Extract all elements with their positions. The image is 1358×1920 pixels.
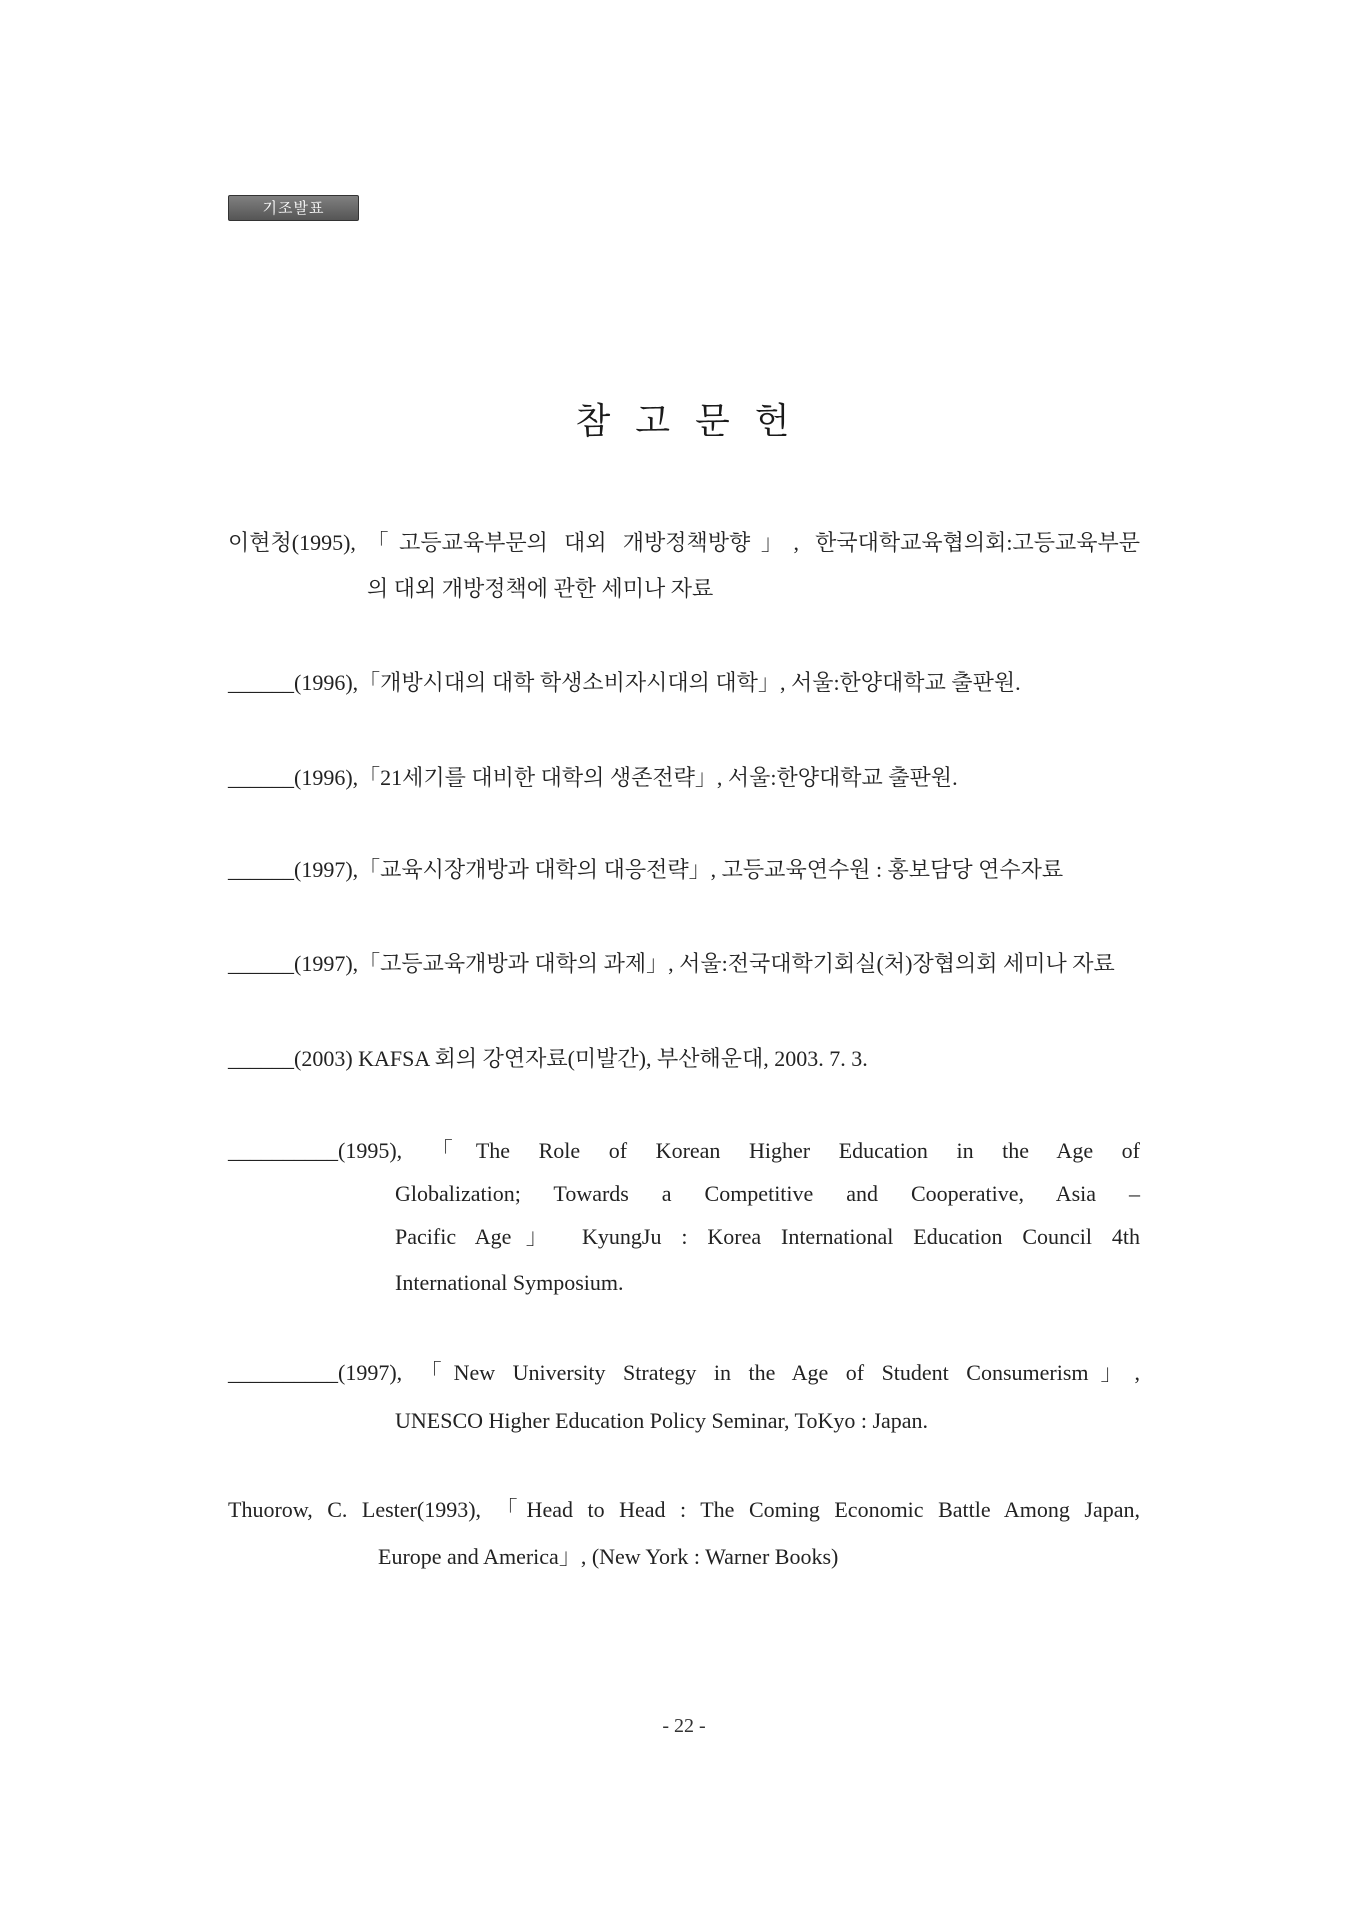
reference-line: Pacific Age」 KyungJu : Korea International Education Council 4th bbox=[395, 1224, 1140, 1249]
reference-line: __________(1997), 「New University Strategy in the Age of Student Consumerism」, bbox=[228, 1360, 1140, 1385]
page-number: - 22 - bbox=[662, 1715, 706, 1737]
reference-line: ______(1996),「개방시대의 대학 학생소비자시대의 대학」, 서울:한양대학교 출판원. bbox=[228, 670, 1021, 695]
reference-line: ______(1997),「고등교육개방과 대학의 과제」, 서울:전국대학기회실(처)장협의회 세미나 자료 bbox=[228, 951, 1115, 976]
reference-line: Thuorow, C. Lester(1993), 「Head to Head : The Coming Economic Battle Among Japan, bbox=[228, 1497, 1140, 1522]
reference-line: International Symposium. bbox=[395, 1270, 624, 1295]
reference-line: UNESCO Higher Education Policy Seminar, ToKyo : Japan. bbox=[395, 1408, 929, 1433]
reference-line: __________(1995), 「The Role of Korean Higher Education in the Age of bbox=[228, 1138, 1140, 1163]
reference-line: ______(2003) KAFSA 회의 강연자료(미발간), 부산해운대, 2003. 7. 3. bbox=[228, 1046, 868, 1071]
page-title: 참 고 문 헌 bbox=[575, 401, 793, 441]
section-badge: 기조발표 bbox=[228, 195, 359, 221]
reference-line: 의 대외 개방정책에 관한 세미나 자료 bbox=[367, 576, 714, 601]
reference-line: Europe and America」, (New York : Warner Books) bbox=[378, 1544, 839, 1569]
reference-line: ______(1997),「교육시장개방과 대학의 대응전략」, 고등교육연수원 : 홍보담당 연수자료 bbox=[228, 857, 1064, 882]
reference-line: Globalization; Towards a Competitive and Cooperative, Asia – bbox=[395, 1181, 1140, 1206]
reference-line: 이현청(1995),「고등교육부문의 대외 개방정책방향」, 한국대학교육협의회:고등교육부문 bbox=[228, 530, 1140, 555]
reference-line: ______(1996),「21세기를 대비한 대학의 생존전략」, 서울:한양대학교 출판원. bbox=[228, 765, 958, 790]
